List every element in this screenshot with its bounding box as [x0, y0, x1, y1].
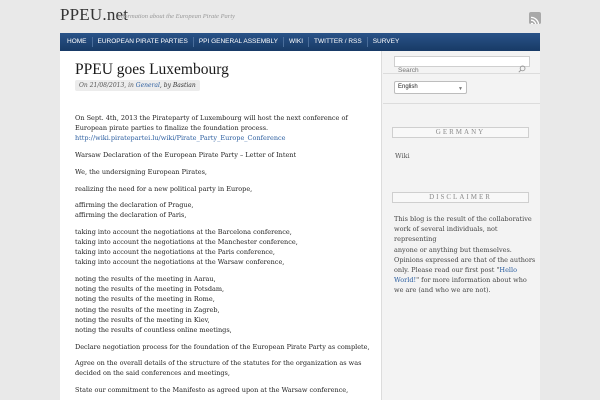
nav-item-ppi-general-assembly[interactable]: PPI GENERAL ASSEMBLY [194, 37, 284, 47]
hello-world-link[interactable]: Hello [499, 266, 517, 275]
post-paragraph: taking into account the negotiations at the Barcelona conference, taking into account the negotiations at the Manchester conference, taking into account the negotiations at the Paris conference, taking into account the negotiations at the Warsaw conference, [75, 228, 298, 267]
post-paragraph: noting the results of the meeting in Aarau, noting the results of the meeting in Potsdam, noting the results of the meeting in Rome, noting the results of the meeting in Zagreb, noting the results of the meeting in Kiev, noting the results of countless online meetings, [75, 275, 232, 334]
search-icon[interactable] [518, 58, 526, 66]
hello-world-link[interactable]: World! [394, 276, 417, 285]
disclaimer-text: This blog is the result of the collaborative work of several individuals, not representing anyone or anything but themselves. Opinions expressed are that of the authors only. Please read our first post "Hello World!" for more information about who we are (and who we are not). [394, 215, 536, 295]
nav-item-home[interactable]: HOME [62, 37, 93, 47]
post-paragraph: affirming the declaration of Prague, affirming the declaration of Paris, [75, 201, 194, 220]
conference-wiki-link[interactable]: http://wiki.piratepartei.lu/wiki/Pirate_Party_Europe_Conference [75, 134, 286, 143]
nav-item-european-pirate-parties[interactable]: EUROPEAN PIRATE PARTIES [93, 37, 194, 47]
search-box [394, 56, 530, 67]
widget-title-disclaimer: DISCLAIMER [392, 192, 529, 203]
sidebar-wiki-link[interactable]: Wiki [395, 152, 410, 160]
header [0, 0, 600, 33]
post-paragraph: On Sept. 4th, 2013 the Pirateparty of Luxembourg will host the next conference of European pirate parties to finalize the foundation process. http://wiki.piratepartei.lu/wiki/Pirate_Party_Europe_Conference [75, 114, 348, 143]
post-body [75, 113, 375, 400]
post-paragraph: realizing the need for a new political party in Europe, [75, 184, 253, 193]
sidebar-divider [383, 103, 540, 104]
sidebar-divider [383, 73, 540, 74]
site-tagline: Information about the European Pirate Party [117, 13, 236, 20]
post-paragraph: State our commitment to the Manifesto as agreed upon at the Warsaw conference, [75, 386, 349, 395]
post-category-link[interactable]: General [135, 82, 160, 89]
post-paragraph: Agree on the overall details of the structure of the statutes for the organization as was decided on the said conferences and meetings, [75, 359, 362, 378]
language-value: English [398, 84, 418, 90]
language-select[interactable] [394, 81, 467, 94]
main-nav [60, 33, 540, 51]
nav-item-survey[interactable]: SURVEY [372, 38, 400, 45]
post-paragraph: Warsaw Declaration of the European Pirate Party – Letter of Intent [75, 150, 297, 159]
rss-icon[interactable] [529, 12, 541, 24]
main-content [60, 51, 381, 400]
post-title[interactable]: PPEU goes Luxembourg [75, 61, 229, 78]
post-paragraph: We, the undersigning European Pirates, [75, 167, 207, 176]
post-date: On 21/08/2013, in [79, 82, 134, 89]
nav-item-wiki[interactable]: WIKI [284, 37, 309, 47]
widget-title-germany: GERMANY [392, 127, 529, 138]
nav-item-twitter-rss[interactable]: TWITTER / RSS [309, 37, 368, 47]
chevron-down-icon: ▼ [458, 86, 463, 92]
post-paragraph: Declare negotiation process for the foundation of the European Pirate Party as complete, [75, 342, 370, 351]
post-meta [75, 80, 200, 91]
site-title[interactable]: PPEU.net [60, 5, 129, 24]
post-author: , by Bastian [159, 82, 196, 89]
sidebar [381, 51, 540, 400]
